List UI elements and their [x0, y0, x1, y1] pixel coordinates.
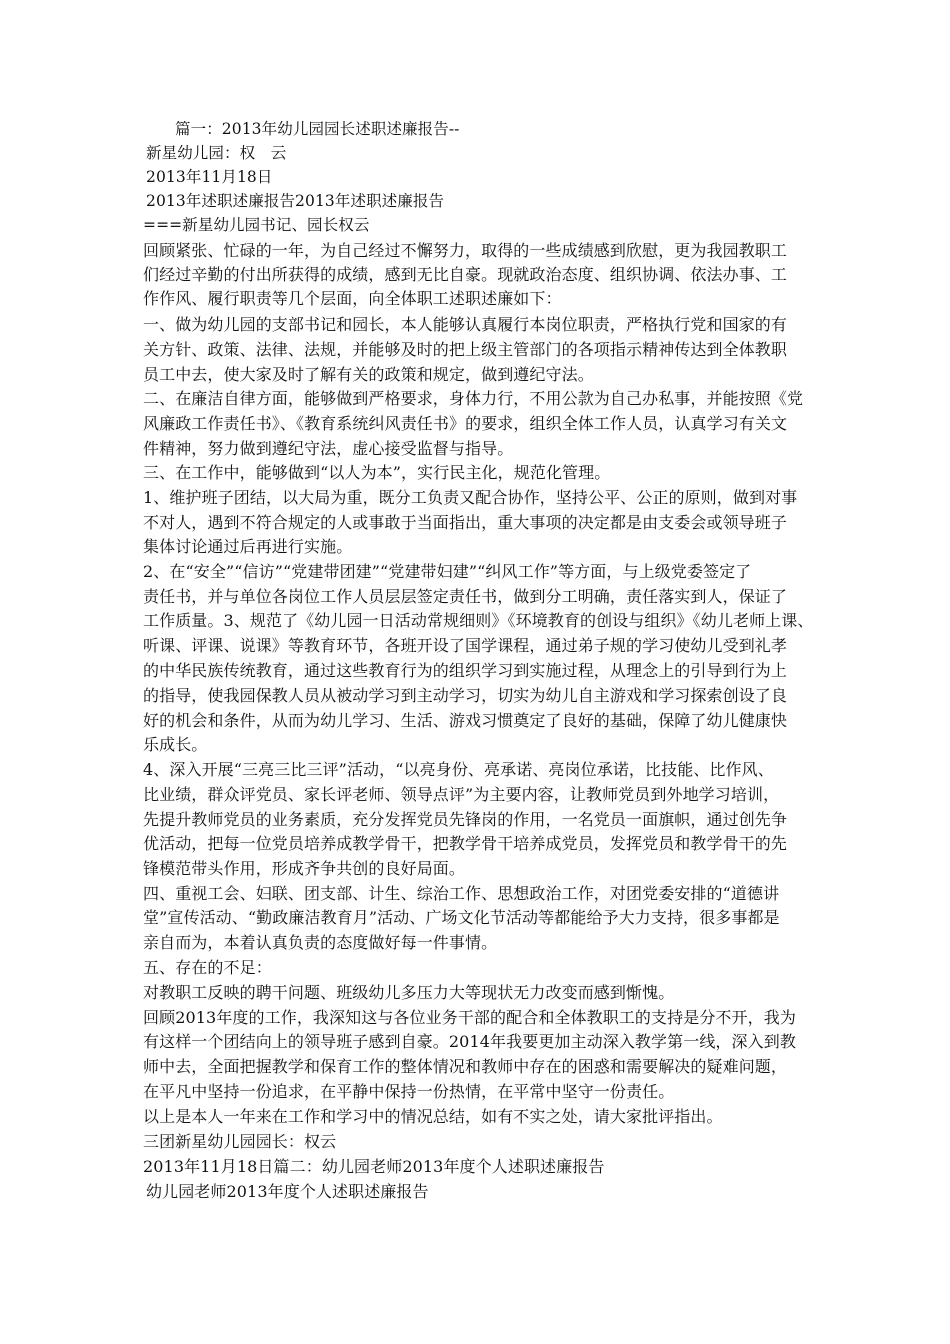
body-line: 风廉政工作责任书》、《教育系统纠风责任书》的要求，组织全体工作人员，认真学习有关文: [143, 414, 788, 433]
body-line: 不对人，遇到不符合规定的人或事敢于当面指出，重大事项的决定都是由支委会或领导班子: [143, 513, 788, 532]
body-line: 锋模范带头作用，形成齐争共创的良好局面。: [143, 859, 466, 878]
body-line: 三、在工作中，能够做到“以人为本”，实行民主化，规范化管理。: [143, 463, 611, 482]
body-line: 1、维护班子团结，以大局为重，既分工负责又配合协作，坚持公平、公正的原则，做到对事: [143, 488, 798, 507]
author-line: 新星幼儿园：权 云: [146, 144, 287, 162]
body-line: 的中华民族传统教育，通过这些教育行为的组织学习到实施过程，从理念上的引导到行为上: [143, 661, 788, 680]
body-line: 有这样一个团结向上的领导班子感到自豪。2014年我要更加主动深入教学第一线，深入到教: [143, 1032, 796, 1051]
section-title-line: 幼儿园老师2013年度个人述职述廉报告: [146, 1182, 429, 1201]
body-line: 好的机会和条件，从而为幼儿学习、生活、游戏习惯奠定了良好的基础，保障了幼儿健康快: [143, 711, 788, 730]
body-line: 的指导，使我园保教人员从被动学习到主动学习，切实为幼儿自主游戏和学习探索创设了良: [143, 686, 788, 705]
body-line: 亲自而为，本着认真负责的态度做好每一件事情。: [143, 933, 498, 952]
subtitle-line: 2013年述职述廉报告2013年述职述廉报告: [146, 192, 445, 210]
body-line: 4、深入开展“三亮三比三评”活动，“以亮身份、亮承诺、亮岗位承诺，比技能、比作风、: [143, 760, 774, 779]
body-line: 乐成长。: [143, 735, 208, 754]
body-line: 集体讨论通过后再进行实施。: [143, 537, 353, 556]
body-line: 比业绩，群众评党员、家长评老师、领导点评”为主要内容，让教师党员到外地学习培训，: [143, 785, 780, 804]
date-section-line: 2013年11月18日篇二：幼儿园老师2013年度个人述职述廉报告: [143, 1157, 605, 1176]
body-line: 回顾紧张、忙碌的一年，为自己经过不懈努力，取得的一些成绩感到欣慰，更为我园教职工: [143, 241, 788, 260]
body-line: 们经过辛勤的付出所获得的成绩，感到无比自豪。现就政治态度、组织协调、依法办事、工: [143, 265, 788, 284]
body-line: 在平凡中坚持一份追求，在平静中保持一份热情，在平常中坚守一份责任。: [143, 1082, 675, 1101]
body-line: 堂”宣传活动、“勤政廉洁教育月”活动、广场文化节活动等都能给予大力支持，很多事都是: [143, 908, 780, 927]
body-line: 五、存在的不足：: [143, 958, 272, 977]
body-line: 2、在“安全”“信访”“党建带团建”“党建带妇建”“纠风工作”等方面，与上级党委签定了: [143, 562, 752, 581]
byline: ===新星幼儿园书记、园长权云: [143, 216, 370, 234]
body-line: 听课、评课、说课》等教育环节，各班开设了国学课程，通过弟子规的学习使幼儿受到礼孝: [143, 636, 788, 655]
body-line: 二、在廉洁自律方面，能够做到严格要求，身体力行，不用公款为自己办私事，并能按照《党: [143, 389, 804, 408]
body-line: 师中去，全面把握教学和保育工作的整体情况和教师中存在的困惑和需要解决的疑难问题，: [143, 1057, 788, 1076]
date-line: 2013年11月18日: [146, 168, 273, 186]
body-line: 件精神，努力做到遵纪守法，虚心接受监督与指导。: [143, 439, 514, 458]
body-line: 工作质量。3、规范了《幼儿园一日活动常规细则》《环境教育的创设与组织》《幼儿老师上课、: [143, 611, 814, 630]
body-line: 四、重视工会、妇联、团支部、计生、综治工作、思想政治工作，对团党委安排的“道德讲: [143, 884, 780, 903]
body-line: 一、做为幼儿园的支部书记和园长，本人能够认真履行本岗位职责，严格执行党和国家的有: [143, 315, 788, 334]
body-line: 作作风、履行职责等几个层面，向全体职工述职述廉如下：: [143, 289, 562, 308]
doc-title-line: 篇一：2013年幼儿园园长述职述廉报告--: [175, 120, 460, 138]
body-line: 对教职工反映的聘干问题、班级幼儿多压力大等现状无力改变而感到惭愧。: [143, 983, 675, 1002]
body-line: 先提升教师党员的业务素质，充分发挥党员先锋岗的作用，一名党员一面旗帜，通过创先争: [143, 810, 788, 829]
body-line: 回顾2013年度的工作，我深知这与各位业务干部的配合和全体教职工的支持是分不开，我为: [143, 1008, 796, 1027]
body-line: 优活动，把每一位党员培养成教学骨干，把教学骨干培养成党员，发挥党员和教学骨干的先: [143, 834, 788, 853]
body-line: 责任书，并与单位各岗位工作人员层层签定责任书，做到分工明确，责任落实到人，保证了: [143, 587, 788, 606]
signature-line: 三团新星幼儿园园长：权云: [143, 1132, 337, 1151]
body-line: 关方针、政策、法律、法规，并能够及时的把上级主管部门的各项指示精神传达到全体教职: [143, 340, 788, 359]
body-line: 员工中去，使大家及时了解有关的政策和规定，做到遵纪守法。: [143, 365, 594, 384]
body-line: 以上是本人一年来在工作和学习中的情况总结，如有不实之处，请大家批评指出。: [143, 1107, 723, 1126]
